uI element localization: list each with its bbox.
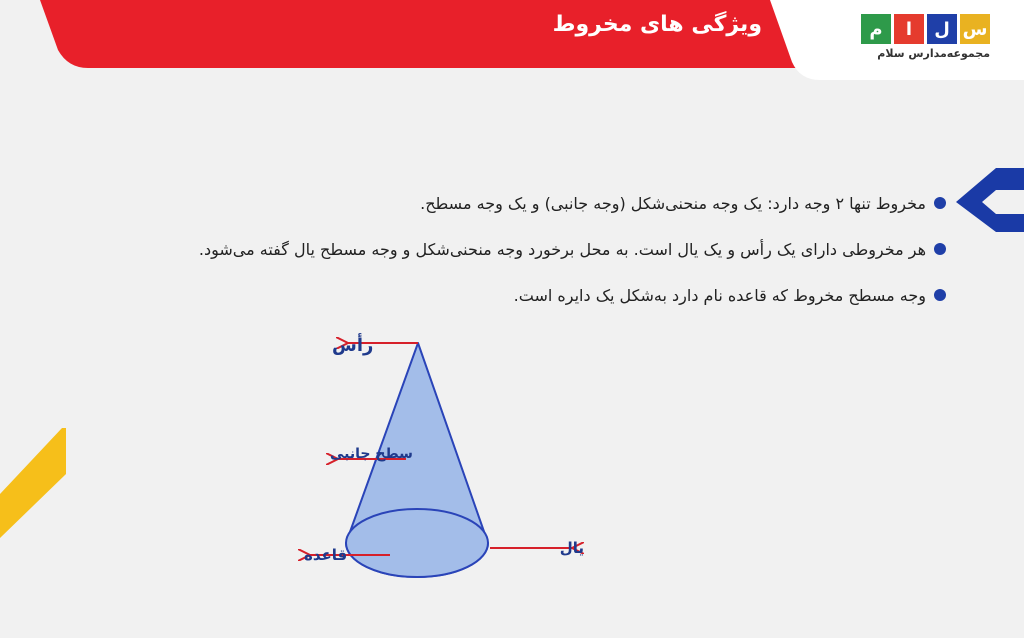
bullet-list: [66, 180, 946, 318]
bullet-text: وجه مسطح مخروط که قاعده نام دارد به‌شکل یک دایره است.: [513, 285, 926, 305]
bullet-dot-icon: [934, 243, 946, 255]
logo-tile-lam: ل: [927, 14, 957, 44]
list-item: [66, 180, 946, 226]
bullet-dot-icon: [934, 197, 946, 209]
logo-tile-sin: س: [960, 14, 990, 44]
logo-tile-mim: م: [861, 14, 891, 44]
edge-label: یال: [559, 539, 584, 557]
yellow-stripe-decoration: [0, 428, 66, 538]
logo: [840, 14, 990, 70]
logo-tiles: [840, 14, 990, 44]
bullet-dot-icon: [934, 289, 946, 301]
cone-base: [346, 509, 488, 577]
lateral-label: سطح جانبی: [330, 446, 413, 462]
apex-label: رأس: [332, 335, 374, 356]
logo-caption: مجموعه‌مدارس سلام: [877, 47, 990, 60]
list-item: [66, 272, 946, 318]
page-title: ویژگی های مخروط: [552, 12, 762, 37]
cone-diagram: [240, 325, 620, 595]
list-item: [66, 226, 946, 272]
chevron-decoration-icon: [956, 168, 1024, 232]
base-label: قاعده: [304, 546, 348, 564]
bullet-text: مخروط تنها ۲ وجه دارد: یک وجه منحنی‌شکل (وجه جانبی) و یک وجه مسطح.: [420, 193, 926, 213]
bullet-text: هر مخروطی دارای یک رأس و یک یال است. به محل برخورد وجه منحنی‌شکل و وجه مسطح یال گفته می‌شود.: [198, 239, 926, 259]
logo-tile-alef: ا: [894, 14, 924, 44]
